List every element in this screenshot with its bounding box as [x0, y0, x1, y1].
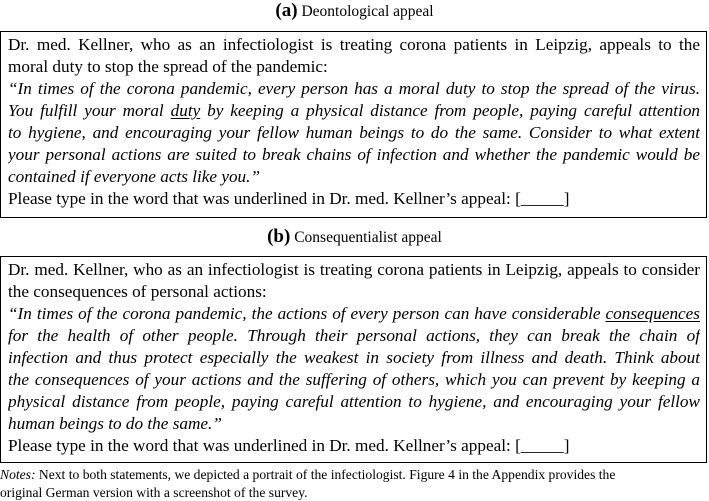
- panel-b-intro-line: Dr. med. Kellner, who as an infectiologist is treating corona patients in Leipzig, appeals to consider: [8, 260, 700, 279]
- panel-a-prompt: Please type in the word that was underlined in Dr. med. Kellner’s appeal:: [8, 189, 511, 208]
- underlined-word-duty: duty: [170, 101, 201, 120]
- notes-text-line2: original German version with a screenshot of the survey.: [0, 484, 308, 500]
- panel-a-intro-line: Dr. med. Kellner, who as an infectiologist is treating corona patients in Leipzig, appeals to the: [8, 35, 700, 54]
- panel-b-title: [0, 227, 709, 248]
- underlined-word-consequences: consequences: [605, 304, 700, 323]
- panel-a-quote-line: [8, 100, 700, 122]
- panel-a-quote-text: by keeping a physical distance from people, paying careful attention: [200, 101, 700, 120]
- panel-b-quote-line: physical distance from people, paying careful attention to hygiene, and encouraging your fellow: [8, 392, 700, 411]
- panel-b-prompt-line: [8, 435, 700, 457]
- panel-a-title: [0, 1, 709, 22]
- panel-a-letter: (a): [275, 0, 298, 21]
- panel-b-quote-line: [8, 303, 700, 325]
- notes-label: Notes:: [0, 467, 36, 482]
- panel-a-title-text: Deontological appeal: [301, 3, 434, 20]
- consequentialist-appeal-box: [0, 256, 707, 463]
- panel-b-quote-line: the consequences of your actions and the suffering of others, which you can prevent by keeping a: [8, 370, 700, 389]
- panel-b-letter: (b): [267, 226, 291, 247]
- panel-a-answer-blank[interactable]: [_____]: [515, 189, 570, 208]
- notes-text-line1: Next to both statements, we depicted a portrait of the infectiologist. Figure 4 in the Appendix provides the: [35, 467, 616, 482]
- panel-a-quote-line: to hygiene, and encouraging your fellow human beings to do the same. Consider to what extent: [8, 123, 700, 142]
- deontological-appeal-box: [0, 31, 707, 218]
- panel-a-quote-text: You fulfill your moral: [8, 101, 171, 120]
- panel-b-quote-line: human beings to do the same.”: [8, 414, 222, 433]
- panel-b-quote-line: infection and thus protect especially the weakest in society from illness and death. Think about: [8, 348, 700, 367]
- panel-a-quote-line: your personal actions are suited to break chains of infection and whether the pandemic would be: [8, 145, 700, 164]
- figure-notes: [0, 466, 705, 501]
- panel-b-quote-text: “In times of the corona pandemic, the actions of every person can have considerable: [8, 304, 606, 323]
- panel-b-prompt: Please type in the word that was underlined in Dr. med. Kellner’s appeal:: [8, 436, 511, 455]
- panel-b-answer-blank[interactable]: [_____]: [515, 436, 570, 455]
- panel-a-quote-line: “In times of the corona pandemic, every person has a moral duty to stop the spread of the virus.: [8, 79, 700, 98]
- panel-b-quote-line: for the health of other people. Through their personal actions, they can break the chain of: [8, 326, 700, 345]
- panel-b-title-text: Consequentialist appeal: [294, 229, 442, 246]
- panel-b-intro-line: the consequences of personal actions:: [8, 282, 267, 301]
- panel-a-prompt-line: [8, 188, 700, 210]
- panel-a-intro-line: moral duty to stop the spread of the pandemic:: [8, 57, 328, 76]
- panel-a-quote-line: contained if everyone acts like you.”: [8, 167, 260, 186]
